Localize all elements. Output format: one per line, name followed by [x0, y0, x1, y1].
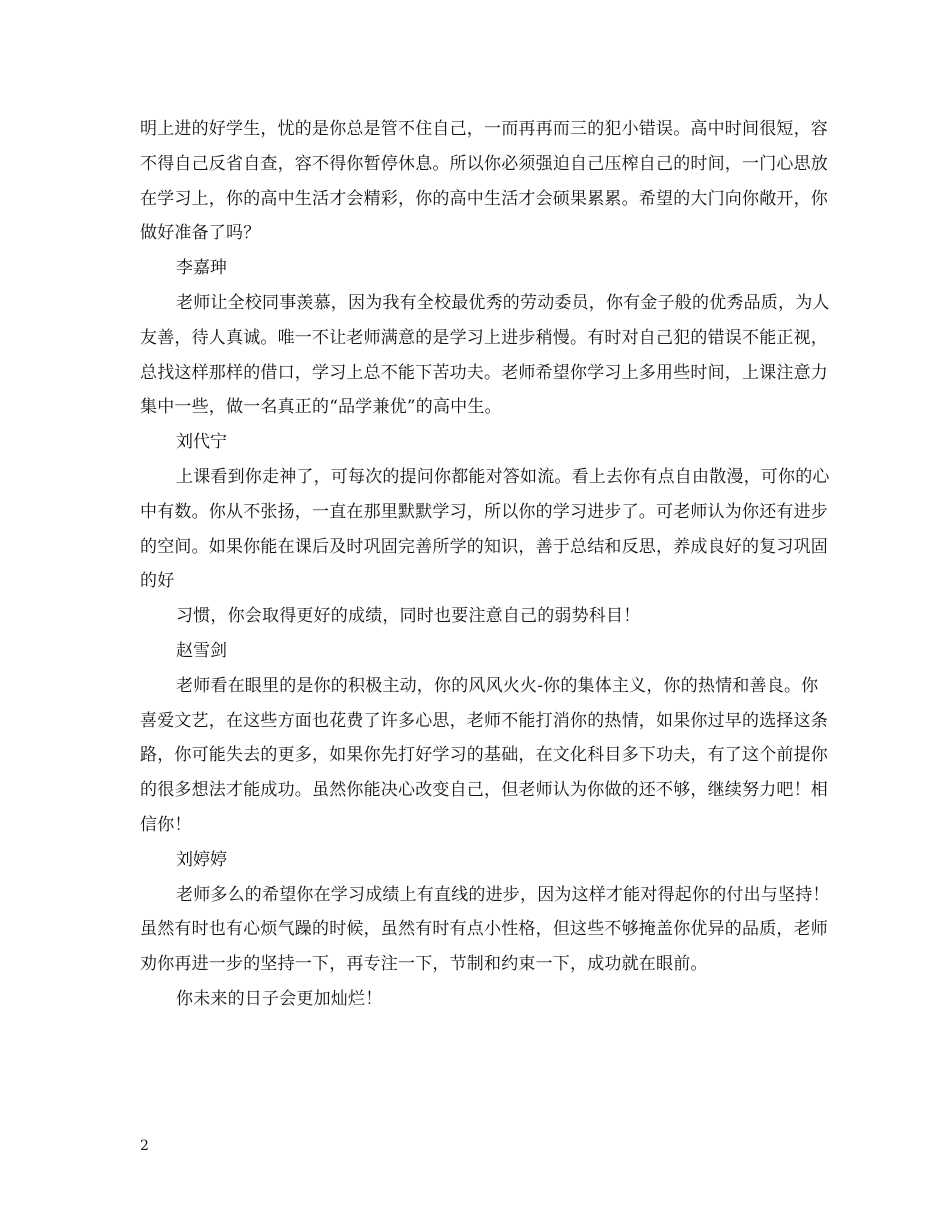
- comment-paragraph: 老师多么的希望你在学习成绩上有直线的进步，因为这样才能对得起你的付出与坚持！虽然有时也有心烦气躁的时候，虽然有时有点小性格，但这些不够掩盖你优异的品质，老师劝你再进一步的坚持一下，再专注一下，节制和约束一下，成功就在眼前。: [140, 884, 830, 975]
- page-number: 2: [140, 1138, 149, 1154]
- comment-paragraph: 你未来的日子会更加灿烂！: [176, 988, 383, 1009]
- comment-paragraph: 老师看在眼里的是你的积极主动，你的风风火火-你的集体主义，你的热情和善良。你喜爱文艺，在这些方面也花费了许多心思，老师不能打消你的热情，如果你过早的选择这条路，你可能失去的更多，如果你先打好学习的基础，在文化科目多下功夫，有了这个前提你的很多想法才能成功。虽然你能决心改变自己，但老师认为你做的还不够，继续努力吧！相信你！: [140, 675, 828, 835]
- comment-paragraph: 上课看到你走神了，可每次的提问你都能对答如流。看上去你有点自由散漫，可你的心中有数。你从不张扬，一直在那里默默学习，所以你的学习进步了。可老师认为你还有进步的空间。如果你能在课后及时巩固完善所学的知识，善于总结和反思，养成良好的复习巩固的好: [140, 466, 830, 592]
- student-name: 刘代宁: [176, 432, 227, 453]
- comment-paragraph: 明上进的好学生，忧的是你总是管不住自己，一而再再而三的犯小错误。高中时间很短，容不得自己反省自查，容不得你暂停休息。所以你必须强迫自己压榨自己的时间，一门心思放在学习上，你的高中生活才会精彩，你的高中生活才会硕果累累。希望的大门向你敞开，你做好准备了吗？: [140, 119, 828, 244]
- student-name: 李嘉珅: [176, 258, 227, 279]
- document-content: [140, 112, 830, 1017]
- student-name: 刘婷婷: [176, 849, 227, 870]
- student-name: 赵雪剑: [176, 640, 227, 661]
- comment-paragraph: 老师让全校同事羡慕，因为我有全校最优秀的劳动委员，你有金子般的优秀品质，为人友善，待人真诚。唯一不让老师满意的是学习上进步稍慢。有时对自己犯的错误不能正视，总找这样那样的借口，学习上总不能下苦功夫。老师希望你学习上多用些时间，上课注意力集中一些，做一名真正的“品学兼优”的高中生。: [140, 292, 830, 418]
- comment-paragraph: 习惯，你会取得更好的成绩，同时也要注意自己的弱势科目！: [176, 606, 641, 627]
